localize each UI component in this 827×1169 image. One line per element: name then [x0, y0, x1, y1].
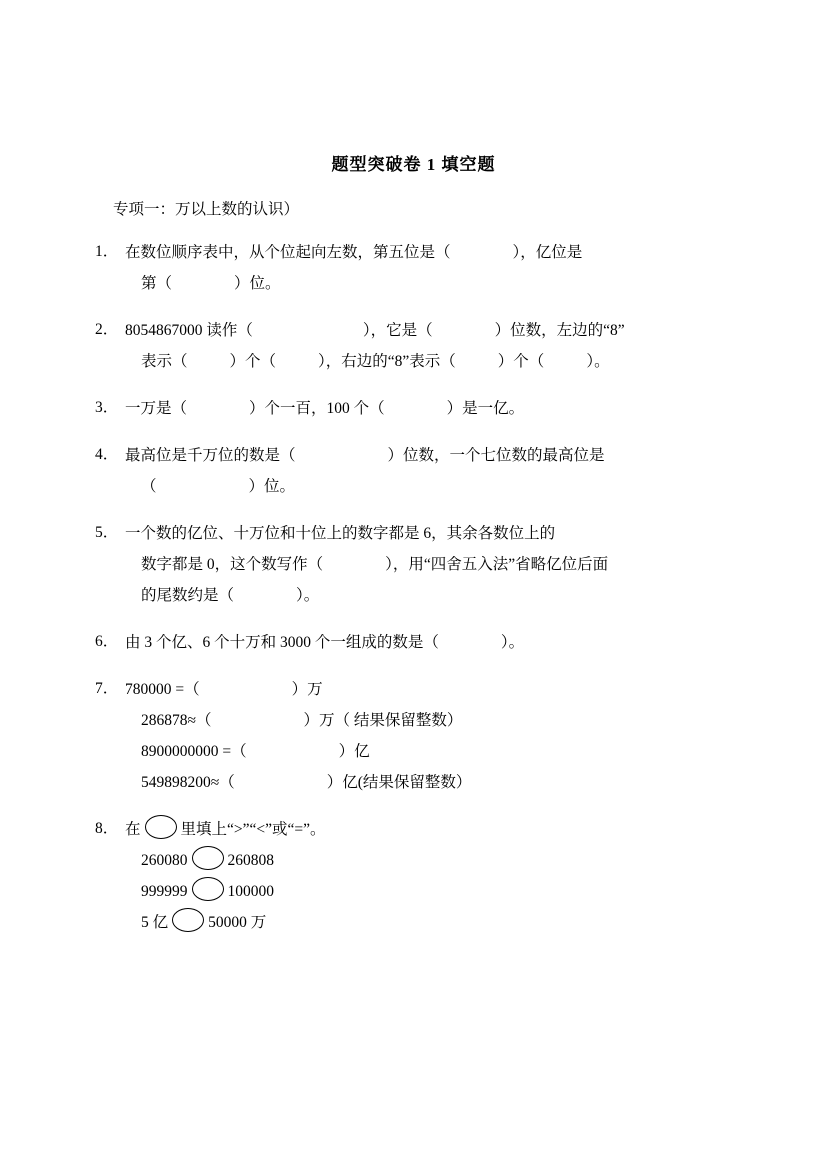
- question-item: [95, 237, 732, 299]
- question-text: 8054867000 读作（: [125, 322, 253, 339]
- question-line: [125, 393, 732, 424]
- question-line: [125, 736, 732, 767]
- question-text: 表示（: [141, 353, 188, 370]
- question-item: [95, 674, 732, 798]
- question-line: [125, 705, 732, 736]
- compare-left-value: 5 亿: [141, 914, 169, 931]
- question-line: [125, 767, 732, 798]
- question-item: [95, 315, 732, 377]
- question-text: 一个数的亿位、十万位和十位上的数字都是 6，其余各数位上的: [125, 525, 556, 542]
- question-number: 3．: [95, 399, 119, 416]
- question-body: [125, 315, 732, 377]
- question-line: [125, 845, 732, 876]
- question-text: ），右边的“8”表示（: [318, 353, 456, 370]
- question-text: 549898200≈（: [141, 774, 235, 791]
- comparison-circle[interactable]: [192, 846, 224, 870]
- question-text: ）位数，左边的“8”: [494, 322, 625, 339]
- question-text: ）亿(结果保留整数）: [326, 774, 472, 791]
- compare-left-value: 260080: [141, 852, 188, 869]
- question-number: 4．: [95, 446, 119, 463]
- question-body: [125, 674, 732, 798]
- question-text: ）。: [586, 353, 610, 370]
- question-text: 数字都是 0，这个数写作（: [141, 556, 324, 573]
- question-number: 7．: [95, 680, 119, 697]
- question-line: [125, 627, 732, 658]
- question-line: [125, 471, 732, 502]
- question-text: ）位。: [234, 275, 281, 292]
- question-line: [125, 907, 732, 938]
- question-text: ），用“四舍五入法”省略亿位后面: [385, 556, 609, 573]
- section-heading: 专项一：万以上数的认识）: [113, 201, 300, 218]
- question-line: [125, 440, 732, 471]
- question-body: [125, 393, 732, 424]
- question-number: 2．: [95, 321, 119, 338]
- question-text: 286878≈（: [141, 712, 212, 729]
- question-text: （: [141, 478, 157, 495]
- question-text: ）个一百，100 个（: [249, 400, 385, 417]
- question-text: ）。: [296, 587, 320, 604]
- question-line: [125, 674, 732, 705]
- question-line: [125, 580, 732, 611]
- question-text: 8900000000 =（: [141, 743, 247, 760]
- question-line: [125, 518, 732, 549]
- comparison-circle[interactable]: [172, 908, 204, 932]
- question-text: 在: [125, 821, 141, 838]
- question-line: [125, 814, 732, 845]
- question-line: [125, 549, 732, 580]
- page-title: 题型突破卷 1 填空题: [331, 155, 496, 174]
- question-text: ）万（ 结果保留整数）: [303, 712, 463, 729]
- question-number: 1．: [95, 243, 119, 260]
- question-item: [95, 518, 732, 611]
- question-body: [125, 440, 732, 502]
- question-line: [125, 876, 732, 907]
- question-text: 的尾数约是（: [141, 587, 235, 604]
- comparison-circle[interactable]: [192, 877, 224, 901]
- question-text: ）是一亿。: [446, 400, 525, 417]
- compare-left-value: 999999: [141, 883, 188, 900]
- question-line: [125, 237, 732, 268]
- compare-right-value: 50000 万: [208, 914, 267, 931]
- question-item: [95, 440, 732, 502]
- question-number: 8．: [95, 820, 119, 837]
- question-text: ）个（: [229, 353, 277, 370]
- question-number: 6．: [95, 633, 119, 650]
- question-text: 里填上“>”“<”或“=”。: [180, 821, 326, 838]
- question-text: 最高位是千万位的数是（: [125, 447, 296, 464]
- question-text: ）。: [500, 634, 525, 651]
- question-text: 780000 =（: [125, 681, 200, 698]
- question-item: [95, 814, 732, 938]
- question-body: [125, 237, 732, 299]
- question-body: [125, 627, 732, 658]
- question-text: ），亿位是: [512, 244, 583, 261]
- question-item: [95, 393, 732, 424]
- question-text: ）亿: [338, 743, 370, 760]
- question-text: ）个（: [497, 353, 545, 370]
- question-text: 第（: [141, 275, 173, 292]
- compare-right-value: 260808: [227, 852, 274, 869]
- question-text: 在数位顺序表中，从个位起向左数，第五位是（: [125, 244, 451, 261]
- question-text: 一万是（: [125, 400, 188, 417]
- question-item: [95, 627, 732, 658]
- question-body: [125, 518, 732, 611]
- question-text: ）位数，一个七位数的最高位是: [387, 447, 605, 464]
- question-body: [125, 814, 732, 938]
- question-text: ）位。: [248, 478, 296, 495]
- question-text: 由 3 个亿、6 个十万和 3000 个一组成的数是（: [125, 634, 439, 651]
- question-line: [125, 315, 732, 346]
- question-number: 5．: [95, 524, 119, 541]
- question-text: ），它是（: [362, 322, 433, 339]
- question-line: [125, 268, 732, 299]
- question-text: ）万: [291, 681, 323, 698]
- comparison-circle[interactable]: [145, 815, 177, 839]
- compare-right-value: 100000: [227, 883, 274, 900]
- question-line: [125, 346, 732, 377]
